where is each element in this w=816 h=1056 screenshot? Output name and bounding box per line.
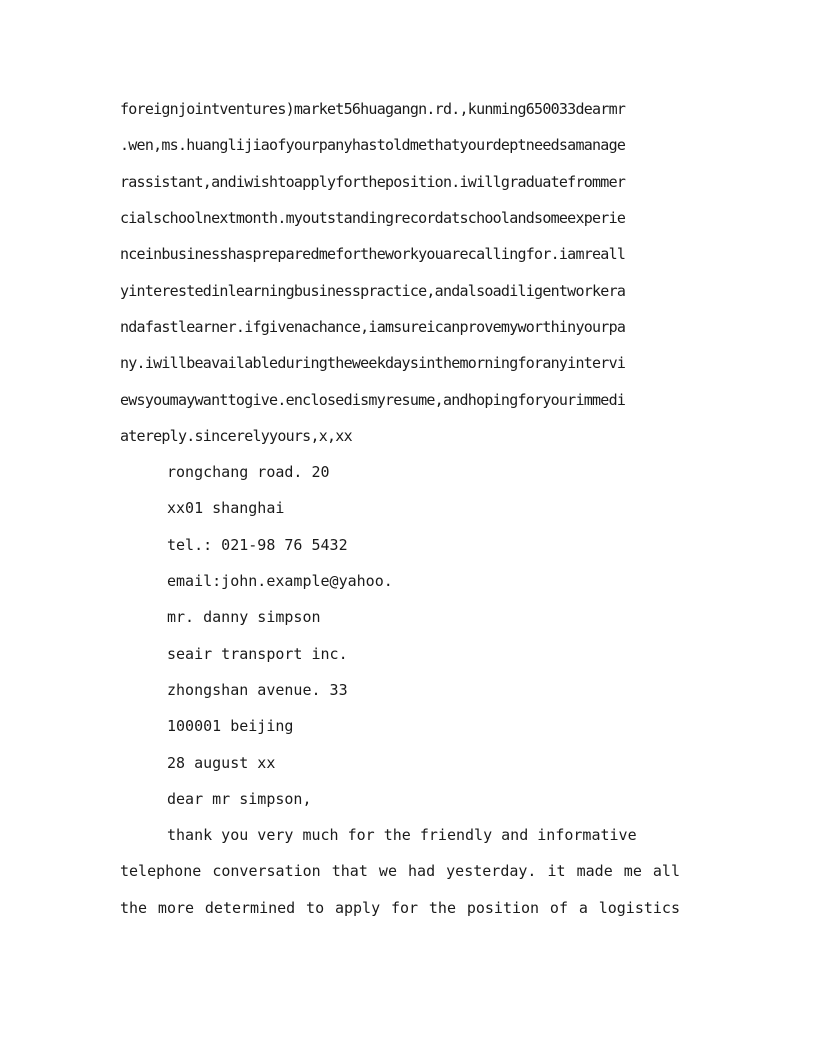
paragraph-line: cialschoolnextmonth.myoutstandingrecordatschoolandsomeexperie [120, 209, 626, 227]
recipient-name: mr. danny simpson [167, 608, 321, 626]
body-line: thank you very much for the friendly and informative [167, 826, 637, 844]
recipient-street: zhongshan avenue. 33 [167, 681, 348, 699]
body-line: the more determined to apply for the position of a logistics [120, 899, 680, 917]
body-line: telephone conversation that we had yesterday. it made me all [120, 862, 680, 880]
paragraph-line: .wen,ms.huanglijiaofyourpanyhastoldmethatyourdeptneedsamanage [120, 136, 626, 154]
salutation: dear mr simpson, [167, 790, 312, 808]
paragraph-line: ny.iwillbeavailableduringtheweekdaysinthemorningforanyintervi [120, 354, 626, 372]
sender-city: xx01 shanghai [167, 499, 285, 517]
paragraph-line: ndafastlearner.ifgivenachance,iamsureicanprovemyworthinyourpa [120, 318, 626, 336]
sender-email: email:john.example@yahoo. [167, 572, 393, 590]
letter-date: 28 august xx [167, 754, 276, 772]
paragraph-line: nceinbusinesshaspreparedmefortheworkyouarecallingfor.iamreall [120, 245, 626, 263]
paragraph-line: atereply.sincerelyyours,x,xx [120, 427, 352, 445]
paragraph-line: rassistant,andiwishtoapplyfortheposition.iwillgraduatefrommer [120, 173, 626, 191]
recipient-city: 100001 beijing [167, 717, 294, 735]
recipient-company: seair transport inc. [167, 645, 348, 663]
paragraph-line: ewsyoumaywanttogive.enclosedismyresume,andhopingforyourimmedi [120, 391, 626, 409]
sender-telephone: tel.: 021-98 76 5432 [167, 536, 348, 554]
paragraph-line: yinterestedinlearningbusinesspractice,andalsoadiligentworkera [120, 282, 626, 300]
sender-street: rongchang road. 20 [167, 463, 330, 481]
paragraph-line: foreignjointventures)market56huagangn.rd.,kunming650033dearmr [120, 100, 626, 118]
